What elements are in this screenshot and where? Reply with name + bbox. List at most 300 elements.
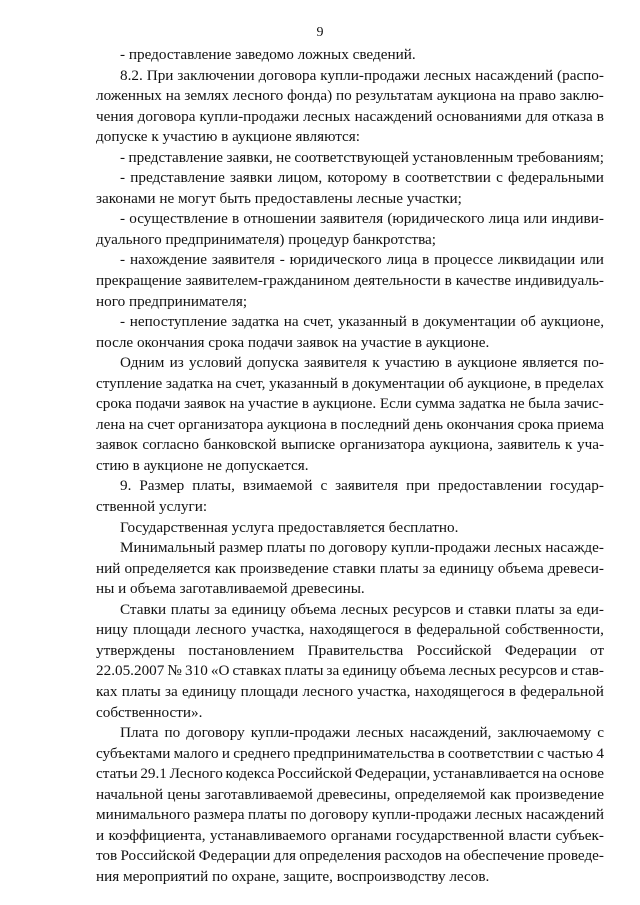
word: аукциона [436,87,497,105]
word: осуществление [129,210,228,228]
text-line [96,538,604,559]
word: на [542,765,557,783]
word: лесных [303,107,351,125]
word: власти [508,826,552,844]
word: или [580,251,604,269]
word: единицу [231,600,286,618]
word: (распо- [557,66,604,84]
word: в [444,354,453,372]
word: произведение [240,559,329,577]
word: обеспечение [463,847,545,865]
word: аукционе, [540,313,604,331]
word: допуска [247,354,299,372]
word: договора [258,66,317,84]
word: документации [423,313,516,331]
word: отношении [243,210,316,228]
line-text: допуске к участию в аукционе являются: [96,128,360,146]
word: по [335,87,352,105]
word: указанный [338,313,407,331]
word: результатам [355,87,433,105]
word: предпринимательства [293,744,435,762]
word: лица [386,251,418,269]
word: единицу [439,559,494,577]
line-text: ного предпринимателя; [96,292,248,310]
word: соответствии [448,744,534,762]
word: фонда) [287,87,333,105]
word: ний [96,559,121,577]
word: ложенных [96,87,162,105]
word: участие [248,395,299,413]
word: Ставки [120,600,167,618]
word: договора [137,107,196,125]
word: еди- [576,600,604,618]
word: Одним [120,354,165,372]
word: устанавливаемого [209,826,327,844]
word: лицом, [277,169,323,187]
word: в [444,272,452,290]
word: прекращение [96,272,182,290]
word: ресурсов [499,662,558,680]
word: заявки, [226,148,273,166]
line-text: после окончания срока подачи заявок на участие в аукционе. [96,333,490,351]
word: в [508,682,516,700]
word: документации [352,374,445,392]
text-line [96,723,604,744]
word: платы [266,539,306,557]
text-line [96,148,604,169]
word: насаждений, [409,724,492,742]
word: Федерации [198,847,271,865]
word: находящегося [309,621,400,639]
word: требованиям; [516,148,604,166]
word: - [120,148,126,166]
word: Правительства [307,641,404,659]
text-line [96,764,604,785]
word: для [273,847,296,865]
word: аукциона [266,415,327,433]
word: в [596,107,604,125]
word: Плата [120,724,159,742]
word: субъек- [555,826,604,844]
word: нахождение [129,251,207,269]
word: 29.1 [140,765,167,783]
word: на [165,87,181,105]
word: (юридического [387,210,485,228]
word: право [518,87,556,105]
word: органами [330,826,392,844]
word: Российской [277,765,352,783]
word: среднего [233,744,291,762]
word: древесины, [317,785,391,803]
word: срока [517,415,554,433]
word: 310 [185,662,208,680]
text-line [96,785,604,806]
word: в [232,210,240,228]
text-line [96,476,604,497]
word: к [372,354,380,372]
word: по [309,539,326,557]
word: став- [571,662,604,680]
word: участка, [251,621,305,639]
page-number: 9 [316,25,324,40]
text-line [96,66,604,87]
line-text: собственности». [96,703,203,721]
text-line [96,353,604,374]
word: аукционе. [312,395,377,413]
word: в [341,374,349,392]
word: заготавливаемой [204,785,313,803]
word: единицу [181,682,237,700]
word: об [520,313,536,331]
word: ставки [468,600,512,618]
word: Российской [416,641,492,659]
word: размер [218,539,264,557]
word: платы [121,682,161,700]
word: задатка [458,395,507,413]
text-line [96,333,604,354]
word: качестве [455,272,512,290]
word: от [589,641,604,659]
word: в [422,251,430,269]
word: за [559,600,572,618]
word: ликвидации [497,251,576,269]
text-line [96,641,604,662]
word: как [489,785,512,803]
word: непоступление [129,313,227,331]
word: как [214,559,236,577]
word: аукциона, [429,436,493,454]
word: в [301,395,310,413]
text-line [96,579,604,600]
word: государственной [395,826,505,844]
text-line [96,867,604,888]
word: в [411,313,419,331]
word: насаждений [354,107,433,125]
word: объема [399,662,446,680]
word: с [537,744,544,762]
word: 9. [120,477,132,495]
word: юридического [289,251,382,269]
text-line [96,805,604,826]
word: площади [133,621,191,639]
word: на [229,395,245,413]
word: представление [128,148,224,166]
word: лесного [232,87,284,105]
text-line [96,107,604,128]
word: участка, [357,682,411,700]
text-line [96,168,604,189]
word: согласно [142,436,199,454]
word: в [404,621,412,639]
word: взимаемой [242,477,313,495]
word: задатка [231,313,279,331]
word: банковской [203,436,277,454]
word: уча- [576,436,604,454]
word: - [120,169,126,187]
text-line [96,45,604,66]
word: в [437,744,445,762]
text-line [96,518,604,539]
word: лена [96,415,126,433]
word: из [169,354,184,372]
word: счет, [235,374,266,392]
word: определяется [124,559,211,577]
word: тов [96,847,118,865]
word: по [164,724,181,742]
text-line [96,559,604,580]
word: платы [379,559,419,577]
word: соответствующей [294,148,409,166]
line-text: законами не могут быть предоставлены лесные участки; [96,189,462,207]
word: ресурсов [392,600,451,618]
word: коэффициента, [108,826,206,844]
word: - [120,210,126,228]
text-line [96,374,604,395]
word: процессе [434,251,494,269]
word: 4 [596,744,604,762]
word: лесных [340,600,389,618]
word: по [290,806,307,824]
word: с [597,724,604,742]
text-line [96,127,604,148]
word: на [283,313,299,331]
word: заключении [177,66,255,84]
word: окончания [446,415,515,433]
word: определения [299,847,382,865]
word: малого [173,744,219,762]
word: последний [340,415,410,433]
word: участию [384,354,440,372]
word: и [560,662,569,680]
word: Российской [120,847,196,865]
word: купли-продажи [199,107,300,125]
text-line [96,497,604,518]
word: собственности, [505,621,604,639]
word: об [448,374,464,392]
word: Размер [139,477,185,495]
word: индивидуаль- [514,272,604,290]
word: заявок [96,436,138,454]
word: индиви- [551,210,604,228]
word: Если [379,395,412,413]
word: платы [248,806,287,824]
line-text: стию в аукционе не допускается. [96,456,309,474]
word: представление [130,169,225,187]
word: пределах [545,374,604,392]
word: минимального [96,806,191,824]
word: лесных [448,662,497,680]
word: федеральной [416,621,501,639]
word: основаниями [436,107,522,125]
word: статьи [96,765,138,783]
text-line [96,846,604,867]
word: заявителя [335,477,399,495]
word: задатка [165,374,214,392]
text-line [96,292,604,313]
word: федеральной [520,682,604,700]
word: произведение [515,785,604,803]
text-line [96,86,604,107]
word: начальной [96,785,164,803]
word: лица [488,210,520,228]
word: лесных [356,724,404,742]
word: заклю- [559,87,604,105]
word: аукционе [457,354,517,372]
word: - [120,313,126,331]
word: основе [559,765,604,783]
word: «О [210,662,230,680]
word: организатора [339,436,425,454]
word: договору [309,806,369,824]
word: чения [96,107,134,125]
word: При [146,66,174,84]
word: подачи [135,395,181,413]
word: на [216,374,232,392]
word: за [326,662,340,680]
word: с [496,169,503,187]
word: лесного [195,621,247,639]
word: постановлением [188,641,295,659]
text-line [96,682,604,703]
word: федеральными [508,169,604,187]
word: 22.05.2007 [96,662,165,680]
word: на [128,415,144,433]
word: проведе- [547,847,604,865]
word: - [279,251,285,269]
word: или [523,210,548,228]
word: платы, [192,477,235,495]
word: на [445,847,461,865]
word: Минимальный [120,539,216,557]
word: заявителя [211,251,275,269]
word: насажде- [545,539,604,557]
word: для [525,107,548,125]
line-text: ны и объема заготавливаемой древесины. [96,580,365,598]
word: к [565,436,573,454]
word: при [406,477,430,495]
word: расходов [384,847,442,865]
word: договору [328,539,388,557]
word: и [96,826,105,844]
line-text: - предоставление заведомо ложных сведений. [120,46,416,63]
word: купли-продажи [371,806,472,824]
word: лесных [494,539,542,557]
word: ставки [332,559,376,577]
word: Лесного [169,765,223,783]
word: срока [96,395,132,413]
word: ставках [232,662,282,680]
word: площади [240,682,299,700]
word: ницу [96,621,128,639]
text-line [96,312,604,333]
line-text: ния мероприятий по охране, защите, воспроизводству лесов. [96,867,490,885]
word: определяемой [394,785,486,803]
document-body [96,45,604,887]
text-line [96,271,604,292]
word: сумма [415,395,456,413]
text-line [96,394,604,415]
text-line [96,744,604,765]
word: день [413,415,444,433]
word: лесных [475,806,523,824]
line-text: ственной услуги: [96,498,208,516]
word: заявителя [304,354,367,372]
text-line [96,415,604,436]
word: платы [170,600,210,618]
word: объема [497,559,544,577]
text-line [96,620,604,641]
word: единицу [342,662,397,680]
word: субъектами [96,744,171,762]
text-line [96,703,604,724]
word: кодекса [225,765,275,783]
word: организатора [178,415,264,433]
text-line [96,435,604,456]
word: платы [515,600,555,618]
word: и [455,600,464,618]
word: заявки [230,169,273,187]
word: приема [557,415,604,433]
word: Федерации, [354,765,431,783]
word: государ- [549,477,604,495]
word: на [500,87,516,105]
text-line [96,250,604,271]
word: купли-продажи [390,539,491,557]
text-line [96,661,604,682]
word: землях [184,87,229,105]
word: устанавливается [432,765,540,783]
word: частью [547,744,594,762]
word: выписке [281,436,336,454]
word: 8.2. [120,66,143,84]
word: соответствии [405,169,491,187]
word: установленным [412,148,514,166]
word: заявитель [497,436,561,454]
word: насаждений [475,66,554,84]
word: предоставлении [437,477,542,495]
word: деятельности [353,272,441,290]
text-line [96,456,604,477]
word: аукционе, [467,374,531,392]
word: купли-продажи [320,66,420,84]
word: условий [188,354,242,372]
word: заключаемому [497,724,592,742]
word: за [422,559,436,577]
word: утверждены [96,641,175,659]
line-text: Государственная услуга предоставляется бесплатно. [120,518,459,536]
word: насаждений [526,806,604,824]
word: объема [290,600,337,618]
word: счет [147,415,175,433]
word: с [320,477,328,495]
text-line [96,230,604,251]
word: счет, [303,313,334,331]
text-line [96,826,604,847]
word: заявок [184,395,226,413]
text-line [96,189,604,210]
word: за [214,600,227,618]
word: является [522,354,578,372]
word: Федерации [504,641,577,659]
word: в [534,374,542,392]
word: в [330,415,338,433]
word: заявителем-гражданином [185,272,350,290]
text-line [96,209,604,230]
word: и [221,744,230,762]
text-line [96,600,604,621]
word: находящегося [414,682,505,700]
word: не [509,395,525,413]
